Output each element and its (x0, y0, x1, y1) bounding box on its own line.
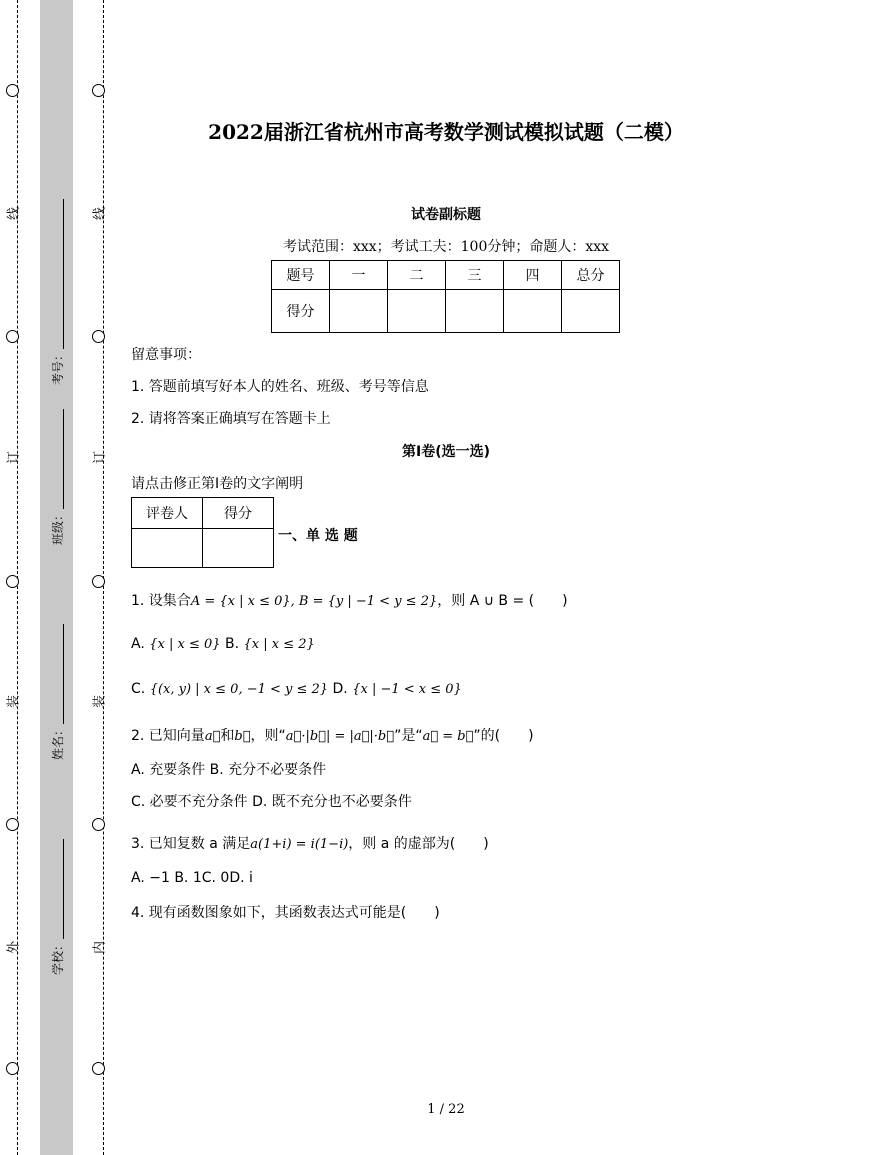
question-2: 2. 已知向量a⃗和b⃗，则“a⃗·|b⃗| = |a⃗|·b⃗”是“a⃗ = b⃗”的( ) (131, 728, 534, 744)
page-number: 1 / 22 (427, 1102, 465, 1117)
score-cell[interactable] (562, 290, 620, 333)
binding-mark: 线 (6, 207, 22, 221)
question-1: 1. 设集合A = {x | x ≤ 0}, B = {y | −1 < y ≤ 2}，则 A ∪ B = ( ) (131, 593, 568, 609)
binding-mark: 内 (92, 941, 108, 955)
section-desc: 请点击修正第I卷的文字阐明 (131, 476, 304, 492)
binding-hole (92, 1062, 105, 1075)
binding-hole (6, 330, 19, 343)
grader-cell[interactable] (132, 529, 203, 568)
score-cell[interactable] (446, 290, 504, 333)
binding-mark: 装 (92, 695, 108, 709)
score-header: 一 (330, 261, 388, 290)
score-header: 三 (446, 261, 504, 290)
q3-options: A. −1 B. 1C. 0D. i (131, 870, 253, 886)
score-header: 四 (504, 261, 562, 290)
school-field: 学校： (49, 839, 66, 975)
binding-strip (40, 0, 73, 1155)
binding-mark: 线 (92, 207, 108, 221)
note-item: 1. 答题前填写好本人的姓名、班级、考号等信息 (131, 379, 429, 395)
name-blank[interactable] (53, 624, 64, 724)
notes-heading: 留意事项： (131, 347, 201, 363)
name-field: 姓名： (49, 624, 66, 760)
binding-mark: 装 (6, 695, 22, 709)
q1-options-ab: A. {x | x ≤ 0} B. {x | x ≤ 2} (131, 636, 315, 652)
binding-hole (6, 84, 19, 97)
binding-hole (6, 818, 19, 831)
score-cell[interactable] (388, 290, 446, 333)
score-header: 二 (388, 261, 446, 290)
exam-subtitle: 试卷副标题 (411, 207, 481, 223)
exam-info: 考试范围：xxx；考试工夫：100分钟；命题人：xxx (282, 239, 610, 255)
q1-math: A = {x | x ≤ 0}, B = {y | −1 < y ≤ 2} (190, 594, 438, 609)
binding-mark: 外 (6, 941, 22, 955)
class-field: 班级： (49, 409, 66, 545)
score-cell[interactable] (330, 290, 388, 333)
binding-hole (6, 575, 19, 588)
grader-header: 得分 (203, 498, 274, 529)
q2-options-ab: A. 充要条件 B. 充分不必要条件 (131, 762, 327, 778)
binding-hole (92, 818, 105, 831)
binding-hole (6, 1062, 19, 1075)
score-table (271, 260, 620, 333)
binding-mark: 订 (6, 451, 22, 465)
q2-options-cd: C. 必要不充分条件 D. 既不充分也不必要条件 (131, 794, 412, 810)
binding-mark: 订 (92, 451, 108, 465)
question-3: 3. 已知复数 a 满足a(1+i) = i(1−i)，则 a 的虚部为( ) (131, 836, 489, 852)
score-cell[interactable] (504, 290, 562, 333)
q1-options-cd: C. {(x, y) | x ≤ 0, −1 < y ≤ 2} D. {x | −1 < x ≤ 0} (131, 681, 462, 697)
section-title: 第I卷(选一选) (401, 444, 490, 460)
school-blank[interactable] (53, 839, 64, 939)
grader-cell[interactable] (203, 529, 274, 568)
id-field: 考号： (49, 199, 66, 385)
grader-table (131, 497, 274, 568)
score-header: 题号 (272, 261, 330, 290)
part-title: 一、单 选 题 (278, 528, 358, 544)
question-4: 4. 现有函数图象如下，其函数表达式可能是( ) (131, 905, 440, 921)
binding-hole (92, 575, 105, 588)
score-header: 总分 (562, 261, 620, 290)
binding-hole (92, 330, 105, 343)
binding-hole (92, 84, 105, 97)
score-row-label: 得分 (272, 290, 330, 333)
exam-title: 2022届浙江省杭州市高考数学测试模拟试题（二模） (208, 120, 684, 144)
grader-header: 评卷人 (132, 498, 203, 529)
note-item: 2. 请将答案正确填写在答题卡上 (131, 411, 331, 427)
